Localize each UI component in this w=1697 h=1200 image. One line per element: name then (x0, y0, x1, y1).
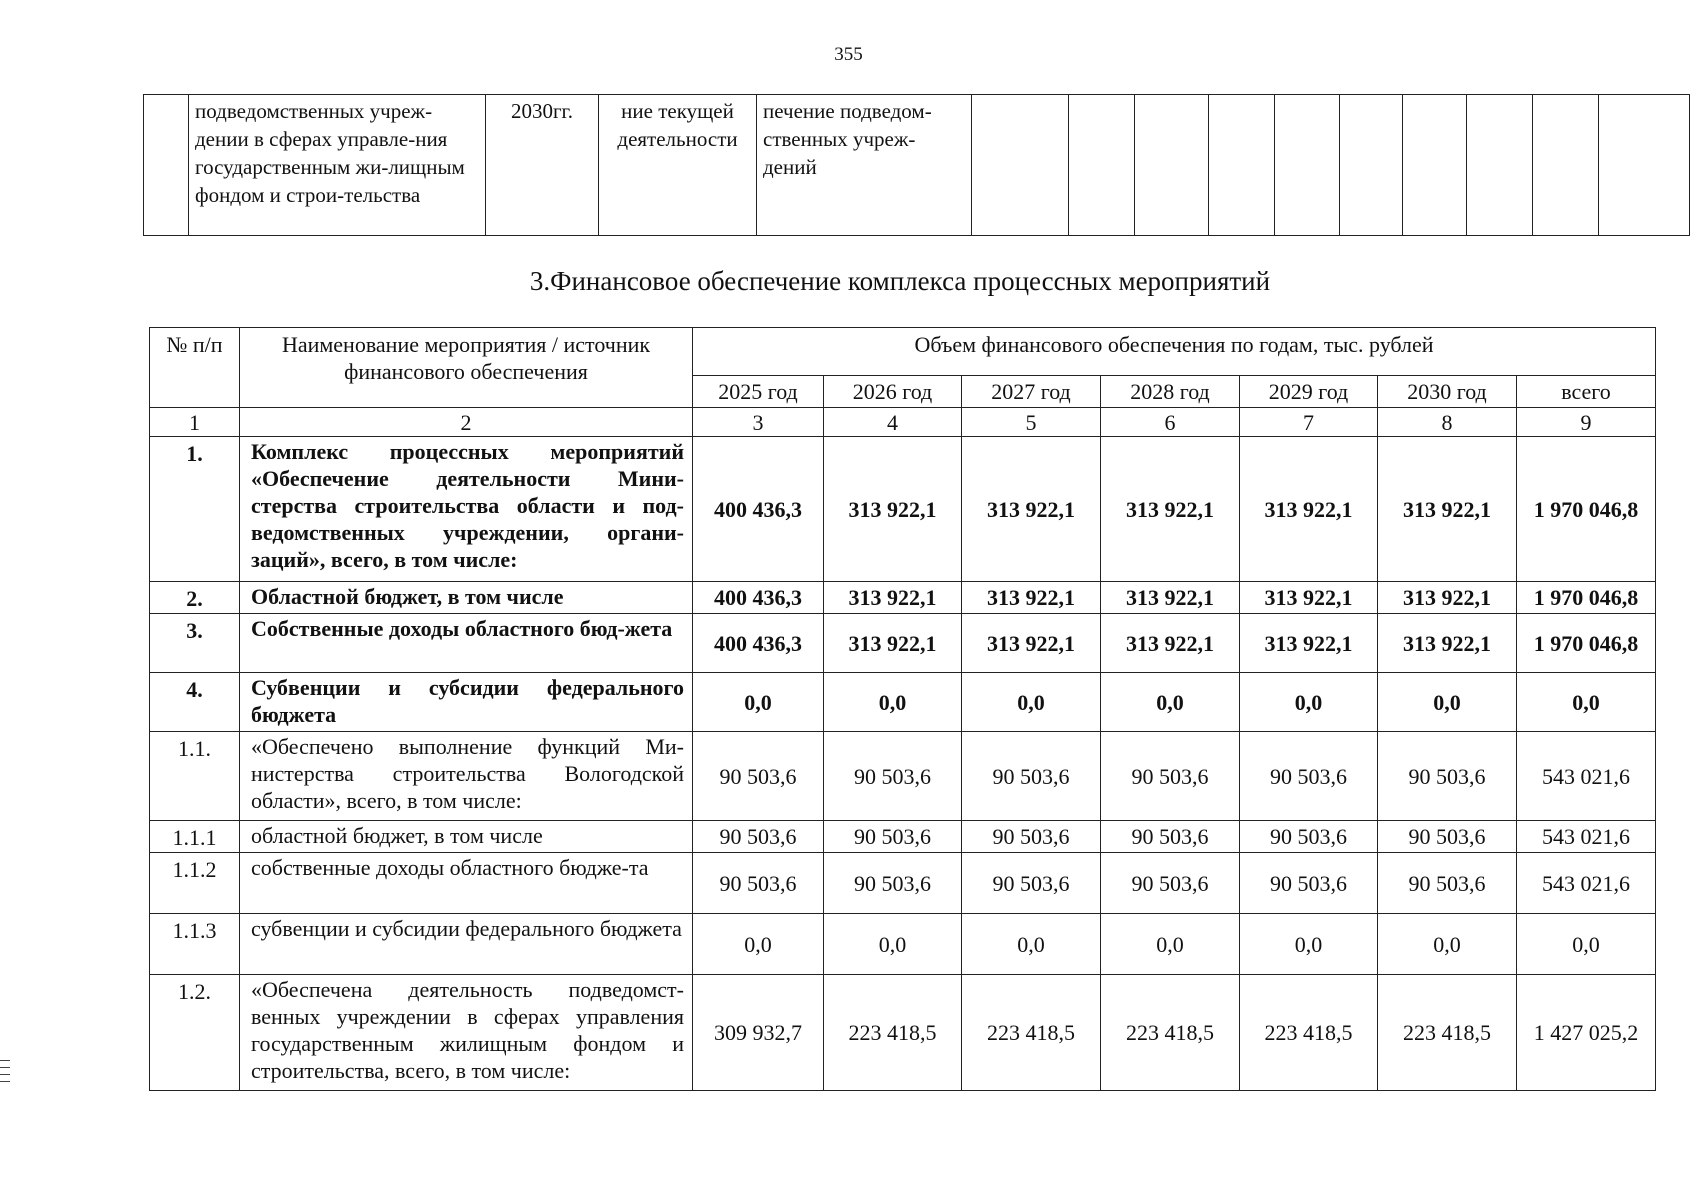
row-value-cell: 0,0 (824, 673, 962, 732)
row-value-cell: 0,0 (693, 914, 824, 975)
row-value-cell: 313 922,1 (962, 582, 1101, 614)
row-value-cell: 0,0 (1240, 673, 1378, 732)
row-num-cell: 4. (150, 673, 240, 732)
header-volume-cell: Объем финансового обеспечения по годам, тыс. рублей (693, 328, 1656, 376)
row-name-cell: «Обеспечено выполнение функций Ми-нистерства строительства Вологодской области», всего, в том числе: (240, 732, 693, 821)
page-number: 355 (834, 44, 863, 65)
row-value-cell: 223 418,5 (1240, 975, 1378, 1091)
row-value-cell: 313 922,1 (1378, 437, 1517, 582)
row-value-cell: 223 418,5 (824, 975, 962, 1091)
row-name-cell: субвенции и субсидии федерального бюджета (240, 914, 693, 975)
row-value-cell: 223 418,5 (962, 975, 1101, 1091)
column-index-cell: 8 (1378, 408, 1517, 437)
row-value-cell: 0,0 (824, 914, 962, 975)
row-name-cell: Областной бюджет, в том числе (240, 582, 693, 614)
row-value-cell: 313 922,1 (1101, 614, 1240, 673)
table-row (150, 853, 1656, 914)
row-value-cell: 90 503,6 (962, 732, 1101, 821)
row-total-cell: 1 970 046,8 (1517, 582, 1656, 614)
table-row (150, 821, 1656, 853)
row-total-cell: 1 427 025,2 (1517, 975, 1656, 1091)
continuation-cell: ние текущей деятельности (599, 95, 757, 236)
row-value-cell: 313 922,1 (1378, 582, 1517, 614)
header-row (150, 328, 1656, 376)
row-num-cell: 1.1. (150, 732, 240, 821)
row-value-cell: 313 922,1 (1240, 437, 1378, 582)
header-year-cell: 2025 год (693, 376, 824, 408)
row-value-cell: 90 503,6 (824, 732, 962, 821)
row-value-cell: 313 922,1 (824, 614, 962, 673)
header-year-cell: 2029 год (1240, 376, 1378, 408)
row-total-cell: 543 021,6 (1517, 853, 1656, 914)
row-value-cell: 90 503,6 (962, 821, 1101, 853)
row-value-cell: 90 503,6 (962, 853, 1101, 914)
row-name-cell: «Обеспечена деятельность подведомст-венных учреждении в сферах управления государственным жилищным фондом и строительства, всего, в том числе: (240, 975, 693, 1091)
table-row (150, 914, 1656, 975)
row-value-cell: 313 922,1 (1101, 437, 1240, 582)
row-value-cell: 90 503,6 (1240, 732, 1378, 821)
row-total-cell: 1 970 046,8 (1517, 614, 1656, 673)
row-value-cell: 90 503,6 (1101, 732, 1240, 821)
continuation-cell (1599, 95, 1690, 236)
table-row (150, 437, 1656, 582)
column-index-cell: 9 (1517, 408, 1656, 437)
table-row (150, 732, 1656, 821)
row-value-cell: 0,0 (962, 914, 1101, 975)
row-value-cell: 90 503,6 (1101, 853, 1240, 914)
row-num-cell: 1.1.1 (150, 821, 240, 853)
row-value-cell: 400 436,3 (693, 437, 824, 582)
row-value-cell: 309 932,7 (693, 975, 824, 1091)
row-value-cell: 90 503,6 (824, 853, 962, 914)
row-value-cell: 0,0 (693, 673, 824, 732)
header-year-cell: 2028 год (1101, 376, 1240, 408)
row-num-cell: 2. (150, 582, 240, 614)
row-value-cell: 90 503,6 (1378, 853, 1517, 914)
header-name-cell: Наименование мероприятия / источник финансового обеспечения (240, 328, 693, 408)
binding-margin-marks (0, 1060, 10, 1088)
column-index-cell: 7 (1240, 408, 1378, 437)
column-index-cell: 6 (1101, 408, 1240, 437)
column-index-cell: 5 (962, 408, 1101, 437)
row-value-cell: 313 922,1 (1240, 614, 1378, 673)
continuation-cell: 2030гг. (486, 95, 599, 236)
row-total-cell: 1 970 046,8 (1517, 437, 1656, 582)
row-value-cell: 90 503,6 (693, 821, 824, 853)
continuation-cell (144, 95, 189, 236)
continuation-cell: подведомственных учреж-дении в сферах управле-ния государственным жи-лищным фондом и строи-тельства (189, 95, 486, 236)
table-row (150, 582, 1656, 614)
header-year-cell: 2030 год (1378, 376, 1517, 408)
header-total-cell: всего (1517, 376, 1656, 408)
row-name-cell: Субвенции и субсидии федерального бюджета (240, 673, 693, 732)
row-value-cell: 90 503,6 (693, 853, 824, 914)
row-name-cell: собственные доходы областного бюдже-та (240, 853, 693, 914)
row-name-cell: областной бюджет, в том числе (240, 821, 693, 853)
row-name-cell: Собственные доходы областного бюд-жета (240, 614, 693, 673)
row-num-cell: 1.1.3 (150, 914, 240, 975)
continuation-cell (1135, 95, 1209, 236)
continuation-cell (1209, 95, 1275, 236)
column-index-cell: 3 (693, 408, 824, 437)
row-num-cell: 1.1.2 (150, 853, 240, 914)
row-value-cell: 0,0 (1378, 673, 1517, 732)
continuation-cell: печение подведом-ственных учреж-дений (757, 95, 972, 236)
row-value-cell: 90 503,6 (1378, 821, 1517, 853)
continuation-cell (972, 95, 1069, 236)
row-value-cell: 400 436,3 (693, 582, 824, 614)
section-title: 3.Финансовое обеспечение комплекса процессных мероприятий (529, 266, 1271, 296)
row-value-cell: 223 418,5 (1378, 975, 1517, 1091)
continuation-cell (1275, 95, 1340, 236)
column-index-cell: 2 (240, 408, 693, 437)
row-name-cell: Комплекс процессных мероприятий «Обеспечение деятельности Мини-стерства строительства области и под-ведомственных учреждении, органи-заций», всего, в том числе: (240, 437, 693, 582)
row-value-cell: 0,0 (1101, 673, 1240, 732)
table-row (150, 975, 1656, 1091)
continuation-cell (1340, 95, 1403, 236)
row-value-cell: 90 503,6 (824, 821, 962, 853)
row-value-cell: 0,0 (962, 673, 1101, 732)
row-total-cell: 0,0 (1517, 673, 1656, 732)
continuation-table (143, 94, 1690, 236)
header-year-cell: 2026 год (824, 376, 962, 408)
financing-table (149, 327, 1656, 1091)
column-index-cell: 1 (150, 408, 240, 437)
column-index-row (150, 408, 1656, 437)
row-value-cell: 313 922,1 (824, 437, 962, 582)
row-value-cell: 90 503,6 (1240, 853, 1378, 914)
column-index-cell: 4 (824, 408, 962, 437)
header-year-cell: 2027 год (962, 376, 1101, 408)
row-value-cell: 313 922,1 (962, 437, 1101, 582)
row-value-cell: 313 922,1 (1378, 614, 1517, 673)
row-num-cell: 3. (150, 614, 240, 673)
row-value-cell: 313 922,1 (962, 614, 1101, 673)
continuation-cell (1403, 95, 1467, 236)
row-value-cell: 90 503,6 (1240, 821, 1378, 853)
row-value-cell: 0,0 (1240, 914, 1378, 975)
row-num-cell: 1.2. (150, 975, 240, 1091)
continuation-row (144, 95, 1690, 236)
table-row (150, 673, 1656, 732)
continuation-cell (1069, 95, 1135, 236)
header-num-cell: № п/п (150, 328, 240, 408)
table-row (150, 614, 1656, 673)
row-num-cell: 1. (150, 437, 240, 582)
continuation-cell (1533, 95, 1599, 236)
row-value-cell: 0,0 (1378, 914, 1517, 975)
continuation-cell (1467, 95, 1533, 236)
row-value-cell: 313 922,1 (824, 582, 962, 614)
row-value-cell: 400 436,3 (693, 614, 824, 673)
row-value-cell: 90 503,6 (1378, 732, 1517, 821)
row-value-cell: 313 922,1 (1101, 582, 1240, 614)
row-value-cell: 90 503,6 (693, 732, 824, 821)
row-total-cell: 543 021,6 (1517, 732, 1656, 821)
row-total-cell: 0,0 (1517, 914, 1656, 975)
row-value-cell: 313 922,1 (1240, 582, 1378, 614)
row-total-cell: 543 021,6 (1517, 821, 1656, 853)
row-value-cell: 223 418,5 (1101, 975, 1240, 1091)
row-value-cell: 90 503,6 (1101, 821, 1240, 853)
row-value-cell: 0,0 (1101, 914, 1240, 975)
